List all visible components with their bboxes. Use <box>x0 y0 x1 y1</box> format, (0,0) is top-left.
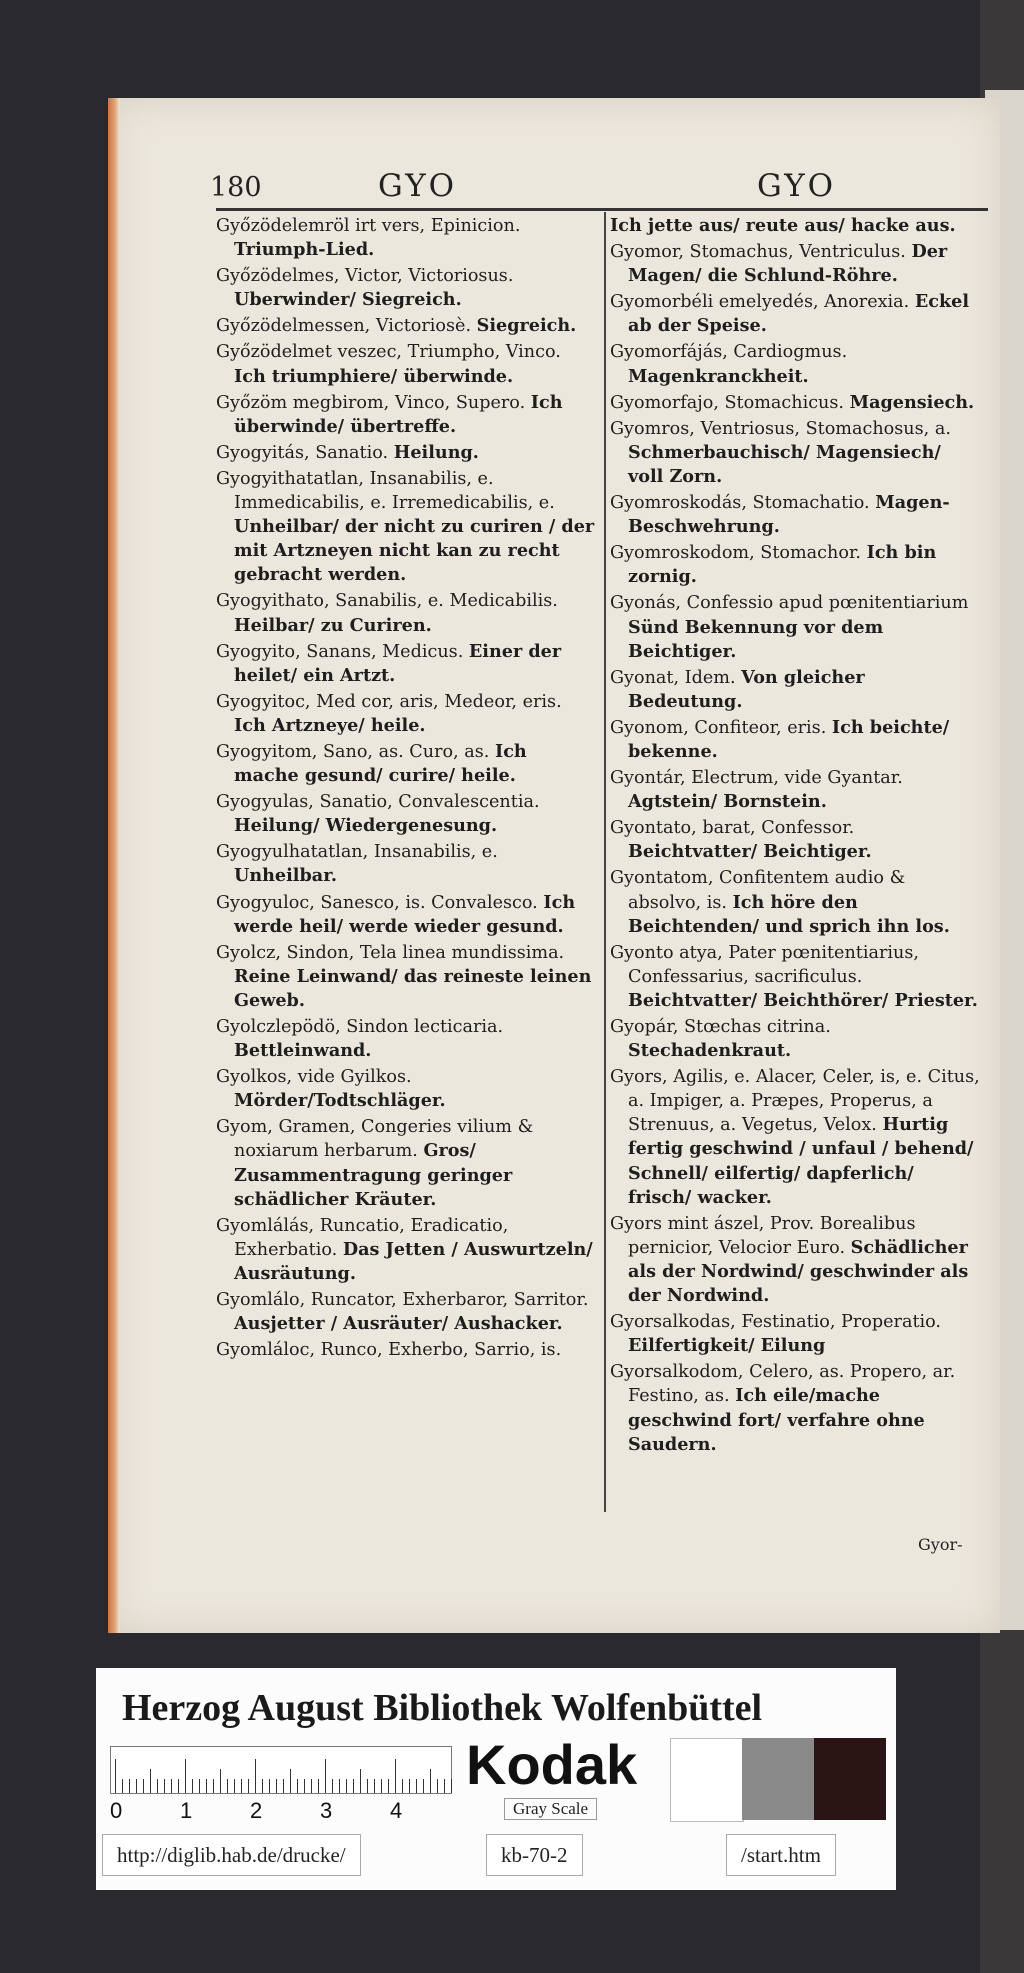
entry-german: Hurtig fertig geschwind / unfaul / behend/ Schnell/ eilfertig/ dapferlich/ frisch/ wacker. <box>628 1114 974 1208</box>
ruler-tick <box>297 1779 298 1793</box>
dictionary-entry <box>216 340 596 388</box>
ruler-tick <box>430 1769 431 1793</box>
entry-latin: Gyors, Agilis, e. Alacer, Celer, is, e. Citus, a. Impiger, a. Præpes, Properus, a Strenuus, a. Vegetus, Velox. <box>610 1067 980 1136</box>
entry-latin: Gyom, Gramen, Congeries vilium & noxiarum herbarum. <box>216 1117 534 1162</box>
ruler-tick <box>304 1779 305 1793</box>
entry-latin: Gyomláloc, Runco, Exherbo, Sarrio, is. <box>216 1340 562 1361</box>
entry-latin: Gyogyito, Sanans, Medicus. <box>216 641 464 662</box>
entry-german: Magenkranckheit. <box>628 365 809 387</box>
entry-german: Ich triumphiere/ überwinde. <box>234 365 514 387</box>
entry-german: Uberwinder/ Siegreich. <box>234 289 462 311</box>
ruler-tick <box>374 1779 375 1793</box>
entry-german: Gros/ Zusammentragung geringer schädlicher Kräuter. <box>234 1140 513 1210</box>
entry-german: Ich mache gesund/ curire/ heile. <box>234 740 527 787</box>
dictionary-entry <box>216 391 596 439</box>
dictionary-entry <box>610 541 982 589</box>
dictionary-entry <box>216 264 596 312</box>
scale-ruler <box>110 1746 452 1794</box>
ruler-tick <box>136 1779 137 1793</box>
ruler-tick <box>423 1779 424 1793</box>
entry-latin: Gyolczlepödö, Sindon lecticaria. <box>216 1017 504 1037</box>
ruler-tick <box>353 1779 354 1793</box>
entry-latin: Gyogyithatatlan, Insanabilis, e. Immedicabilis, e. Irremedicabilis, e. <box>216 468 555 514</box>
entry-german: Heilung/ Wiedergenesung. <box>234 815 498 837</box>
entry-german: Unheilbar/ der nicht zu curiren / der mit Artzneyen nicht kan zu recht gebracht werden. <box>234 516 595 586</box>
ruler-tick <box>381 1779 382 1793</box>
ruler-tick <box>171 1779 172 1793</box>
entry-latin: Gyontatom, Confitentem audio & absolvo, is. <box>610 868 906 913</box>
entry-latin: Gyomorfajo, Stomachicus. <box>610 392 845 413</box>
ruler-number: 2 <box>250 1798 263 1823</box>
entry-latin: Győzödelmessen, Victoriosè. <box>216 316 472 337</box>
entry-german: Mörder/Todtschläger. <box>234 1090 446 1112</box>
entry-german: Eilfertigkeit/ Eilung <box>628 1335 826 1357</box>
ruler-tick <box>220 1769 221 1793</box>
entry-latin: Gyomroskodás, Stomachatio. <box>610 493 870 514</box>
entry-latin: Gyomorbéli emelyedés, Anorexia. <box>610 292 910 313</box>
ruler-tick <box>262 1779 263 1793</box>
gray-swatch-white <box>670 1738 744 1822</box>
entry-latin: Győzödelmet veszec, Triumpho, Vinco. <box>216 342 561 363</box>
dictionary-entry <box>216 941 596 1013</box>
ruler-tick <box>360 1769 361 1793</box>
ruler-tick <box>234 1779 235 1793</box>
dictionary-entry <box>610 1310 982 1358</box>
ruler-tick <box>178 1779 179 1793</box>
entry-german: Beichtvatter/ Beichthörer/ Priester. <box>628 989 978 1011</box>
entry-german: Schmerbauchisch/ Magensiech/ voll Zorn. <box>628 441 941 487</box>
gray-swatch-dark <box>814 1738 886 1820</box>
entry-german: Ich jette aus/ reute aus/ hacke aus. <box>610 215 956 236</box>
entry-german: Ich werde heil/ werde wieder gesund. <box>234 891 576 937</box>
entry-latin: Gyontár, Electrum, vide Gyantar. <box>610 768 903 789</box>
entry-german: Siegreich. <box>476 315 577 337</box>
ruler-tick <box>451 1779 452 1793</box>
entry-latin: Gyogyuloc, Sanesco, is. Convalesco. <box>216 892 538 913</box>
entry-latin: Gyogyitom, Sano, as. Curo, as. <box>216 741 490 762</box>
dictionary-entry <box>610 491 982 539</box>
entry-latin: Gyogyitás, Sanatio. <box>216 442 389 463</box>
entry-latin: Gyomros, Ventriosus, Stomachosus, a. <box>610 418 951 439</box>
entry-latin: Gyomorfájás, Cardiogmus. <box>610 342 848 363</box>
ruler-number: 1 <box>180 1798 193 1823</box>
ruler-tick <box>206 1779 207 1793</box>
entry-latin: Gyolkos, vide Gyilkos. <box>216 1067 412 1088</box>
entry-german: Schädlicher als der Nordwind/ geschwinder als der Nordwind. <box>628 1236 969 1307</box>
ruler-tick <box>255 1759 256 1793</box>
dictionary-entry <box>216 1214 596 1286</box>
ruler-tick <box>416 1779 417 1793</box>
start-label: /start.htm <box>726 1834 836 1876</box>
entry-latin: Gyonom, Confiteor, eris. <box>610 717 827 738</box>
entry-latin: Gyomlálás, Runcatio, Eradicatio, Exherbatio. <box>216 1215 509 1260</box>
ruler-tick <box>339 1779 340 1793</box>
ruler-tick <box>332 1779 333 1793</box>
entry-latin: Gyolcz, Sindon, Tela linea mundissima. <box>216 942 565 963</box>
entry-german: Triumph-Lied. <box>234 239 375 261</box>
entry-latin: Győzödelmes, Victor, Victoriosus. <box>216 266 514 287</box>
header-rule <box>216 208 988 211</box>
ruler-tick <box>157 1779 158 1793</box>
column-divider <box>604 212 606 1512</box>
ruler-tick <box>227 1779 228 1793</box>
entry-latin: Gyors mint ászel, Prov. Borealibus pernicior, Velocior Euro. <box>610 1213 916 1258</box>
entry-latin: Gyogyithato, Sanabilis, e. Medicabilis. <box>216 591 558 612</box>
entry-german: Magen-Beschwehrung. <box>628 492 950 538</box>
dictionary-entry <box>216 790 596 838</box>
ruler-tick <box>248 1779 249 1793</box>
dictionary-entry <box>216 1015 596 1063</box>
entry-german: Ich höre den Beichtenden/ und sprich ihn los. <box>628 891 950 937</box>
dictionary-entry <box>216 840 596 888</box>
entry-latin: Győzöm megbirom, Vinco, Supero. <box>216 392 526 413</box>
ruler-tick <box>164 1779 165 1793</box>
ruler-tick <box>129 1779 130 1793</box>
ruler-tick <box>409 1779 410 1793</box>
dictionary-entry <box>610 716 982 764</box>
entry-german: Der Magen/ die Schlund-Röhre. <box>628 241 948 287</box>
dictionary-entry <box>216 1115 596 1211</box>
dictionary-entry <box>216 891 596 939</box>
page-number: 180 <box>210 172 262 203</box>
dictionary-entry <box>216 314 596 338</box>
ruler-number: 3 <box>320 1798 333 1823</box>
kodak-logo: Kodak <box>466 1733 638 1796</box>
entry-latin: Gyomroskodom, Stomachor. <box>610 543 862 564</box>
entry-latin: Gyogyulhatatlan, Insanabilis, e. <box>216 842 498 863</box>
ruler-tick <box>213 1779 214 1793</box>
entry-german: Reine Leinwand/ das reineste leinen Geweb. <box>234 965 592 1011</box>
entry-latin: Gyogyitoc, Med cor, aris, Medeor, eris. <box>216 691 562 712</box>
dictionary-entry <box>216 467 596 587</box>
entry-latin: Gyomor, Stomachus, Ventriculus. <box>610 242 906 263</box>
dictionary-entry <box>610 591 982 663</box>
ruler-tick <box>437 1779 438 1793</box>
dictionary-entry <box>610 340 982 388</box>
entry-german: Agtstein/ Bornstein. <box>628 791 827 813</box>
shelfmark-label: kb-70-2 <box>486 1834 583 1876</box>
entry-latin: Gyorsalkodom, Celero, as. Propero, ar. Festino, as. <box>610 1362 956 1407</box>
entry-latin: Gyonto atya, Pater pœnitentiarius, Confessarius, sacrificulus. <box>610 942 919 987</box>
ruler-number: 4 <box>390 1798 403 1823</box>
dictionary-entry <box>610 240 982 288</box>
ruler-tick <box>283 1779 284 1793</box>
dictionary-entry <box>216 441 596 465</box>
dictionary-entry <box>610 1015 982 1063</box>
entry-german: Stechadenkraut. <box>628 1040 792 1062</box>
ruler-tick <box>290 1769 291 1793</box>
ruler-tick <box>346 1779 347 1793</box>
ruler-tick <box>276 1779 277 1793</box>
entry-german: Heilung. <box>393 441 479 463</box>
entry-german: Ich beichte/ bekenne. <box>628 716 950 762</box>
ruler-tick <box>269 1779 270 1793</box>
dictionary-entry <box>610 866 982 938</box>
entry-german: Von gleicher Bedeutung. <box>628 666 865 712</box>
dictionary-entry <box>216 1288 596 1336</box>
entry-latin: Gyomlálo, Runcator, Exherbaror, Sarritor. <box>216 1290 589 1311</box>
dictionary-entry <box>216 690 596 738</box>
dictionary-entry <box>610 941 982 1013</box>
running-head-right: GYO <box>757 168 837 204</box>
dictionary-entry <box>610 816 982 864</box>
ruler-tick <box>311 1779 312 1793</box>
ruler-tick <box>122 1779 123 1793</box>
running-head-left: GYO <box>378 168 458 204</box>
dictionary-entry <box>610 1212 982 1308</box>
dictionary-entry <box>610 391 982 415</box>
dictionary-entry <box>610 666 982 714</box>
entry-german: Ich überwinde/ übertreffe. <box>234 391 563 437</box>
ruler-tick <box>395 1759 396 1793</box>
ruler-tick <box>185 1759 186 1793</box>
dictionary-entry <box>610 766 982 814</box>
scan-target-strip <box>96 1668 896 1890</box>
dictionary-entry <box>216 740 596 788</box>
dictionary-entry <box>216 214 596 262</box>
library-title: Herzog August Bibliothek Wolfenbüttel <box>122 1687 763 1729</box>
entry-german: Ich eile/mache geschwind fort/ verfahre ohne Saudern. <box>628 1385 925 1455</box>
entry-latin: Gyonás, Confessio apud pœnitentiarium <box>610 593 969 614</box>
ruler-tick <box>143 1779 144 1793</box>
ruler-tick <box>388 1779 389 1793</box>
entry-german: Ich Artzneye/ heile. <box>234 714 426 736</box>
entry-latin: Gyopár, Stœchas citrina. <box>610 1017 831 1037</box>
ruler-tick <box>402 1779 403 1793</box>
page-header <box>210 168 980 208</box>
ruler-tick <box>444 1779 445 1793</box>
entry-latin: Gyorsalkodas, Festinatio, Properatio. <box>610 1312 942 1333</box>
dictionary-entry <box>610 290 982 338</box>
dictionary-entry <box>610 417 982 489</box>
ruler-tick <box>192 1779 193 1793</box>
dictionary-entry <box>610 1360 982 1456</box>
entry-latin: Gyontato, barat, Confessor. <box>610 818 855 839</box>
ruler-tick <box>318 1779 319 1793</box>
entry-german: Ausjetter / Ausräuter/ Aushacker. <box>234 1313 563 1335</box>
entry-german: Beichtvatter/ Beichtiger. <box>628 841 872 863</box>
ruler-tick <box>325 1759 326 1793</box>
entry-latin: Győzödelemröl irt vers, Epinicion. <box>216 216 521 236</box>
entry-german: Sünd Bekennung vor dem Beichtiger. <box>628 616 884 662</box>
ruler-tick <box>241 1779 242 1793</box>
right-column <box>610 214 982 1459</box>
gray-scale-label: Gray Scale <box>504 1798 597 1820</box>
url-label: http://diglib.hab.de/drucke/ <box>102 1834 361 1876</box>
entry-german: Einer der heilet/ ein Artzt. <box>234 640 562 686</box>
ruler-tick <box>367 1779 368 1793</box>
entry-german: Heilbar/ zu Curiren. <box>234 614 432 636</box>
gray-swatch-mid <box>742 1738 814 1820</box>
left-column <box>216 214 596 1364</box>
dictionary-entry <box>216 589 596 637</box>
entry-german: Unheilbar. <box>234 865 337 887</box>
entry-german: Eckel ab der Speise. <box>628 291 970 337</box>
dictionary-entry <box>216 1065 596 1113</box>
entry-german: Bettleinwand. <box>234 1040 372 1062</box>
entry-latin: Gyonat, Idem. <box>610 667 736 688</box>
entry-german: Das Jetten / Auswurtzeln/ Ausräutung. <box>234 1238 593 1284</box>
dictionary-entry <box>216 1338 596 1362</box>
entry-german: Magensiech. <box>849 391 975 413</box>
dictionary-entry <box>610 1065 982 1210</box>
ruler-tick <box>199 1779 200 1793</box>
entry-german: Ich bin zornig. <box>628 542 937 588</box>
dictionary-entry <box>610 214 982 238</box>
ruler-number: 0 <box>110 1798 123 1823</box>
dictionary-entry <box>216 640 596 688</box>
entry-latin: Gyogyulas, Sanatio, Convalescentia. <box>216 792 540 813</box>
catchword: Gyor- <box>918 1535 963 1554</box>
page-fore-edge <box>108 98 120 1633</box>
ruler-tick <box>115 1759 116 1793</box>
ruler-tick <box>150 1769 151 1793</box>
